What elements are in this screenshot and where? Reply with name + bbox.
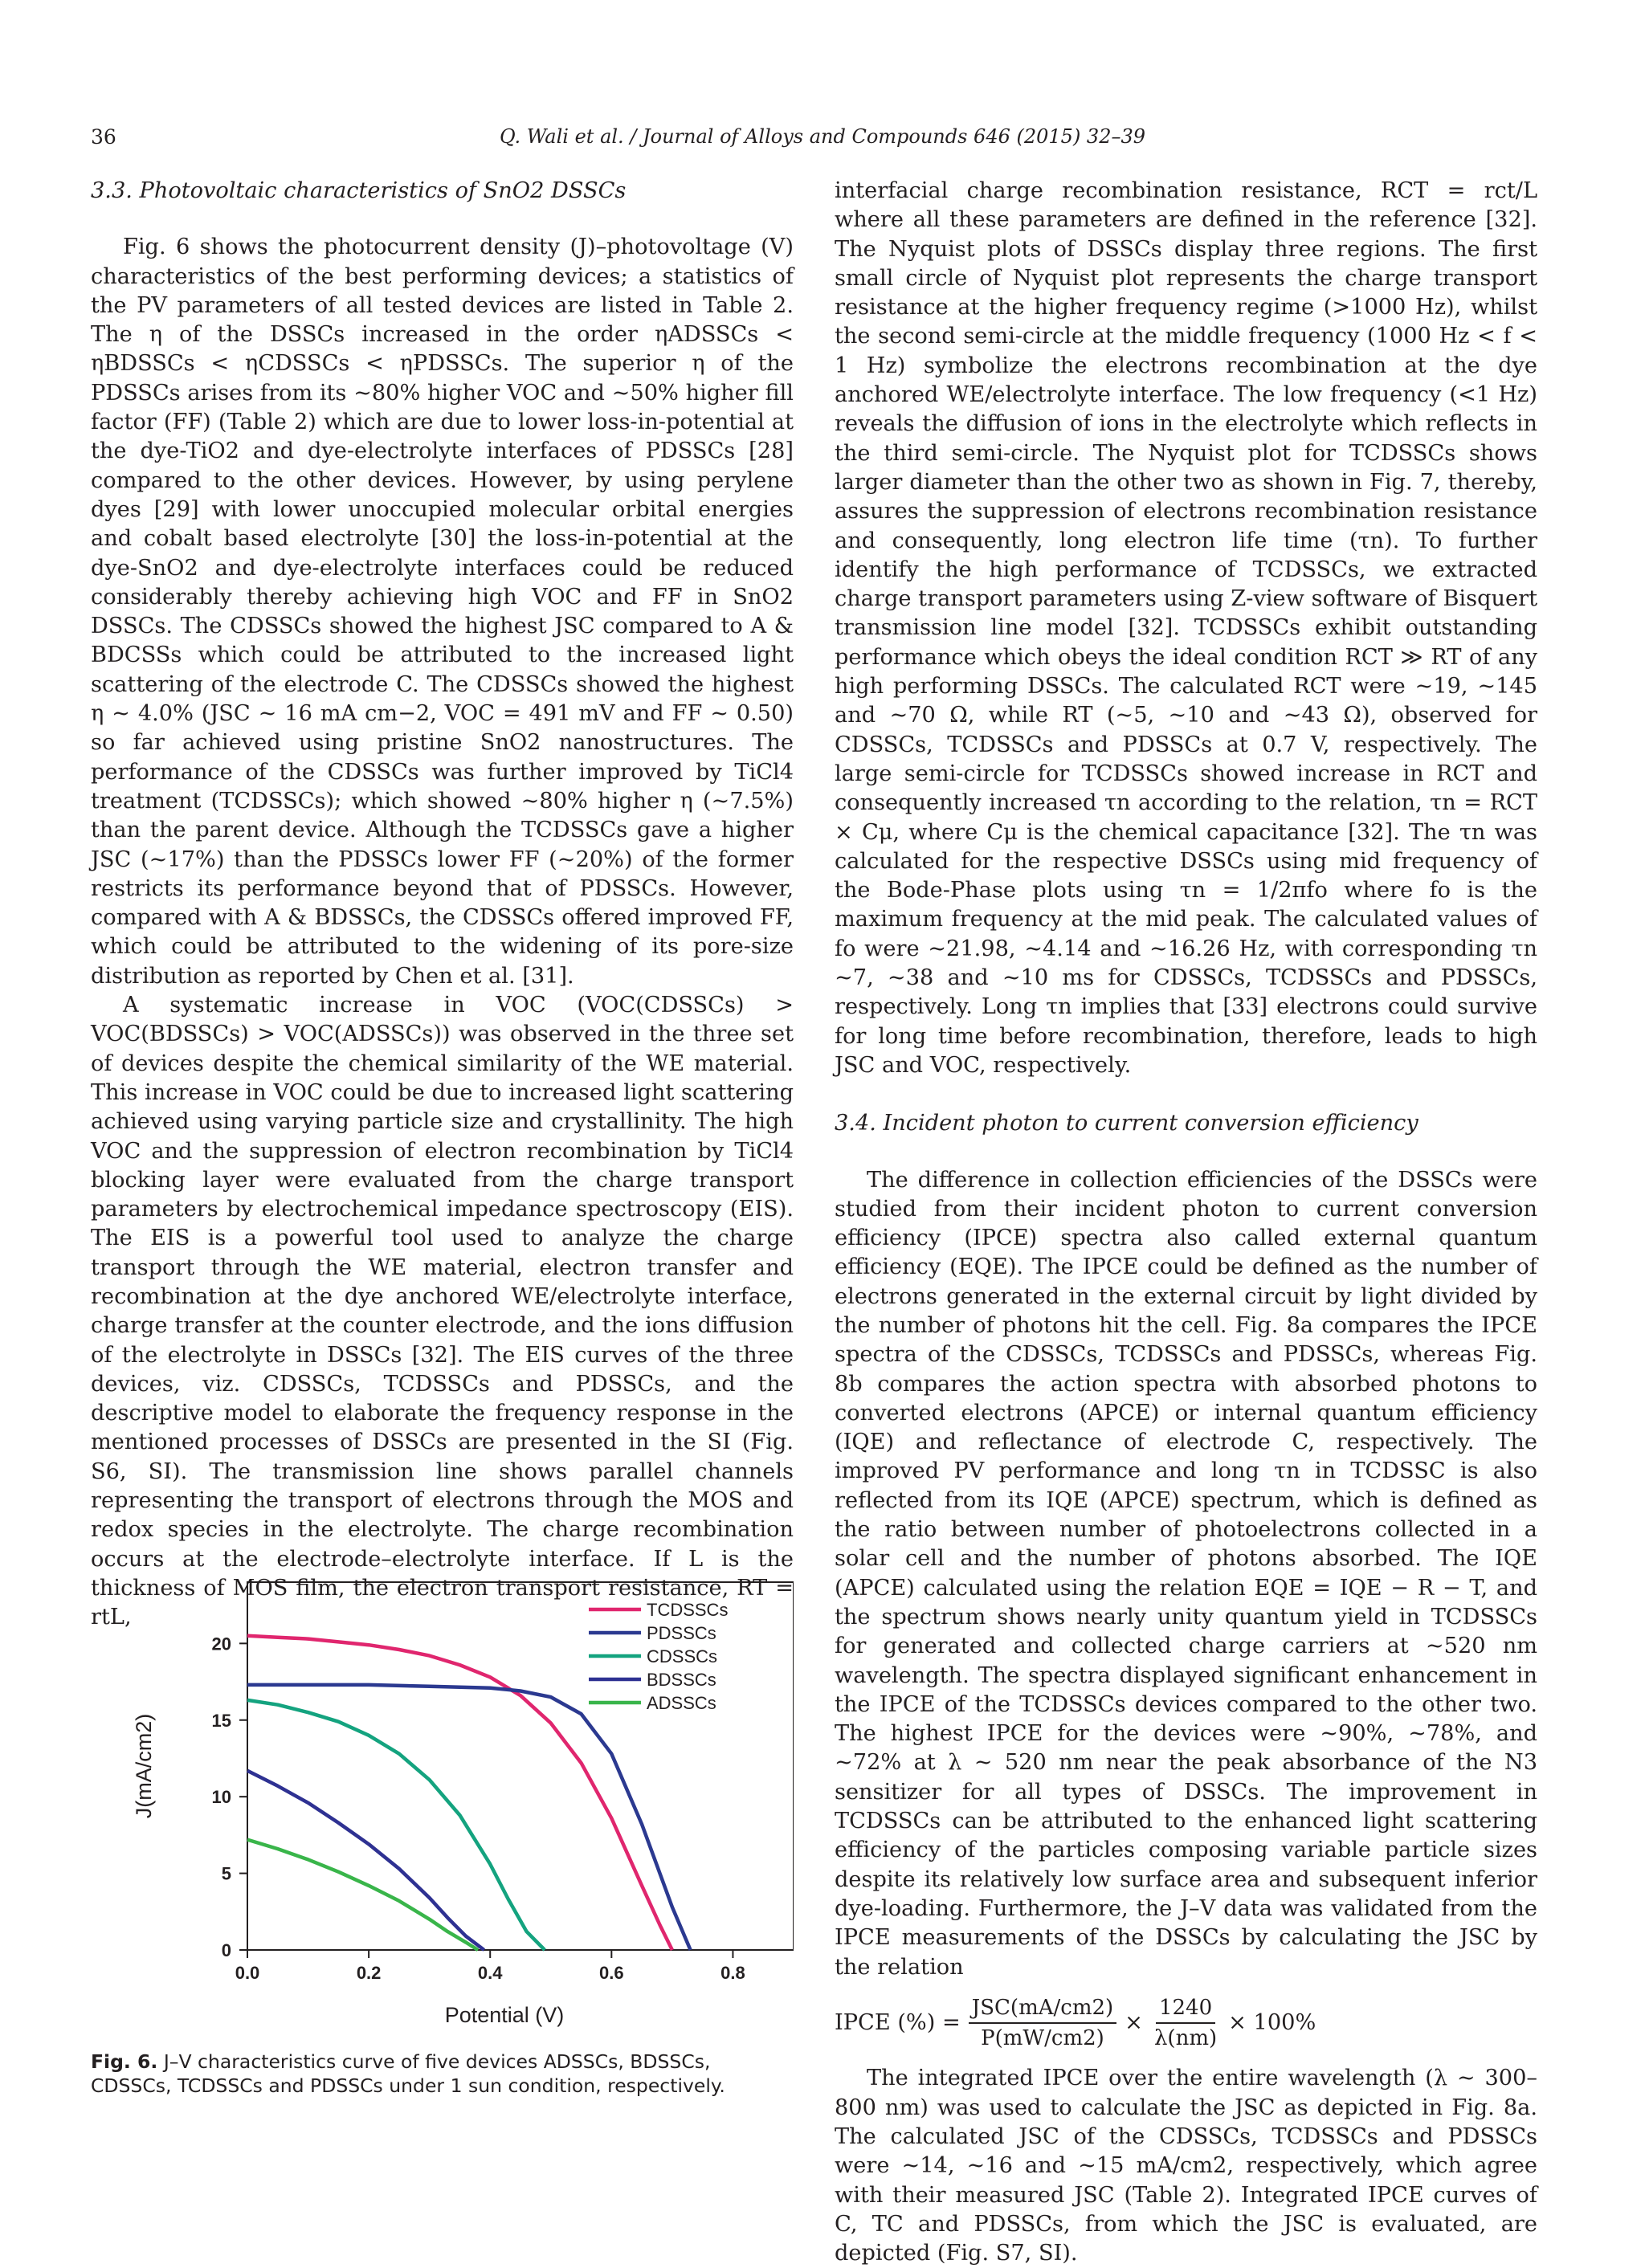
paragraph: A systematic increase in VOC (VOC(CDSSCs) > VOC(BDSSCs) > VOC(ADSSCs)) was observed in the three set of devices despite the chemical similarity of the WE material. This increase in VOC could be due to increased light scattering achieved using varying particle size and crystallinity. The high VOC and the suppression of electron recombination by TiCl4 blocking layer were evaluated from the charge transport parameters by electrochemical impedance spectroscopy (EIS). The EIS is a powerful tool used to analyze the charge transport through the WE material, electron transfer and recombination at the dye anchored WE/electrolyte interface, charge transfer at the counter electrode, and the ions diffusion of the electrolyte in DSSCs [32]. The EIS curves of the three devices, viz. CDSSCs, TCDSSCs and PDSSCs, and the descriptive model to elaborate the frequency response in the mentioned processes of DSSCs are presented in the SI (Fig. S6, SI). The transmission line shows parallel channels representing the transport of electrons through the MOS and redox species in the electrolyte. The charge recombination occurs at the electrode–electrolyte interface. If L is the thickness of MOS film, the electron transport resistance, RT = rtL, [91, 993, 794, 1630]
legend-label-BDSSCs: BDSSCs [647, 1670, 716, 1690]
x-tick-label: 0.4 [477, 1963, 503, 1983]
eq-lhs: IPCE (%) = [835, 2009, 961, 2035]
eq-frac2-numerator: 1240 [1156, 1993, 1215, 2024]
caption-label: Fig. 6. [91, 2050, 158, 2073]
series-line-PDSSCs [247, 1685, 691, 1950]
left-column [91, 177, 794, 1633]
paragraph: interfacial charge recombination resistance, RCT = rct/L where all these parameters are defined in the reference [32]. The Nyquist plots of DSSCs display three regions. The first small circle of Nyquist plot represents the charge transport resistance at the higher frequency regime (>1000 Hz), whilst the second semi-circle at the middle frequency (1000 Hz < f < 1 Hz) symbolize the electrons recombination at the dye anchored WE/electrolyte interface. The low frequency (<1 Hz) reveals the diffusion of ions in the electrolyte which reflects in the third semi-circle. The Nyquist plot for TCDSSCs shows larger diameter than the other two as shown in Fig. 7, thereby, assures the suppression of electrons recombination resistance and consequently, long electron life time (τn). To further identify the high performance of TCDSSCs, we extracted charge transport parameters using Z-view software of Bisquert transmission line model [32]. TCDSSCs exhibit outstanding performance which obeys the ideal condition RCT ≫ RT of any high performing DSSCs. The calculated RCT were ~19, ~145 and ~70 Ω, while RT (~5, ~10 and ~43 Ω), observed for CDSSCs, TCDSSCs and PDSSCs at 0.7 V, respectively. The large semi-circle for TCDSSCs showed increase in RCT and consequently increased τn according to the relation, τn = RCT × Cμ, where Cμ is the chemical capacitance [32]. The τn was calculated for the respective DSSCs using mid frequency of the Bode-Phase plots using τn = 1/2πfo where fo is the maximum frequency at the mid peak. The calculated values of fo were ~21.98, ~4.14 and ~16.26 Hz, with corresponding τn ~7, ~38 and ~10 ms for CDSSCs, TCDSSCs and PDSSCs, respectively. Long τn implies that [33] electrons could survive for long time before recombination, therefore, leads to high JSC and VOC, respectively. [835, 178, 1537, 1078]
y-tick-label: 10 [211, 1787, 231, 1808]
running-title: Q. Wali et al. / Journal of Alloys and Compounds 646 (2015) 32–39 [499, 125, 1146, 148]
y-tick-label: 20 [211, 1634, 231, 1654]
figure-caption [91, 2050, 794, 2098]
ipce-equation [835, 1993, 1537, 2054]
eq-frac1-denominator: P(mW/cm2) [981, 2026, 1104, 2051]
legend-label-TCDSSCs: TCDSSCs [647, 1600, 729, 1620]
jv-chart [91, 1566, 794, 2072]
caption-text: J–V characteristics curve of five devices ADSSCs, BDSSCs, CDSSCs, TCDSSCs and PDSSCs under 1 sun condition, respectively. [91, 2050, 725, 2097]
y-tick-label: 15 [211, 1710, 231, 1731]
series-line-TCDSSCs [247, 1636, 672, 1950]
section-title-3-3: 3.3. Photovoltaic characteristics of SnO2 DSSCs [91, 178, 627, 203]
x-tick-label: 0.8 [720, 1963, 745, 1983]
paragraph: The difference in collection efficiencies of the DSSCs were studied from their incident photon to current conversion efficiency (IPCE) spectra also called external quantum efficiency (EQE). The IPCE could be defined as the number of electrons generated in the external circuit by light divided by the number of photons hit the cell. Fig. 8a compares the IPCE spectra of the CDSSCs, TCDSSCs and PDSSCs, whereas Fig. 8b compares the action spectra with absorbed photons to converted electrons (APCE) or internal quantum efficiency (IQE) and reflectance of electrode C, respectively. The improved PV performance and long τn in TCDSSC is also reflected from its IQE (APCE) spectrum, which is defined as the ratio between number of photoelectrons collected in a solar cell and the number of photons absorbed. The IQE (APCE) calculated using the relation EQE = IQE − R − T, and the spectrum shows nearly unity quantum yield in TCDSSCs for generated and collected charge carriers at ~520 nm wavelength. The spectra displayed significant enhancement in the IPCE of the TCDSSCs devices compared to the other two. The highest IPCE for the devices were ~90%, ~78%, and ~72% at λ ~ 520 nm near the peak absorbance of the N3 sensitizer for all types of DSSCs. The improvement in TCDSSCs can be attributed to the enhanced light scattering efficiency of the particles composing variable particle sizes despite its relatively low surface area and subsequent inferior dye-loading. Furthermore, the J–V data was validated from the IPCE measurements of the DSSCs by calculating the JSC by the relation [835, 1167, 1537, 1980]
section-title-3-4: 3.4. Incident photon to current conversion efficiency [835, 1111, 1418, 1136]
series-line-ADSSCs [247, 1840, 478, 1950]
eq-fraction-2 [1151, 1993, 1220, 2054]
page-number: 36 [91, 125, 116, 149]
x-tick-label: 0.6 [599, 1963, 624, 1983]
legend-label-PDSSCs: PDSSCs [647, 1623, 716, 1643]
x-tick-label: 0.2 [356, 1963, 382, 1983]
page-header [0, 125, 1645, 154]
legend-label-CDSSCs: CDSSCs [647, 1646, 718, 1666]
eq-times: × [1125, 2009, 1143, 2035]
eq-frac2-denominator: λ(nm) [1153, 2026, 1218, 2051]
right-column [835, 177, 1537, 2268]
series-line-BDSSCs [247, 1771, 484, 1950]
legend-label-ADSSCs: ADSSCs [647, 1693, 716, 1713]
paragraph: Fig. 6 shows the photocurrent density (J)–photovoltage (V) characteristics of the best performing devices; a statistics of the PV parameters of all tested devices are listed in Table 2. The η of the DSSCs increased in the order ηADSSCs < ηBDSSCs < ηCDSSCs < ηPDSSCs. The superior η of the PDSSCs arises from its ~80% higher VOC and ~50% higher fill factor (FF) (Table 2) which are due to lower loss-in-potential at the dye-TiO2 and dye-electrolyte interfaces of PDSSCs [28] compared to the other devices. However, by using perylene dyes [29] with lower unoccupied molecular orbital energies and cobalt based electrolyte [30] the loss-in-potential at the dye-SnO2 and dye-electrolyte interfaces could be reduced considerably thereby achieving high VOC and FF in SnO2 DSSCs. The CDSSCs showed the highest JSC compared to A & BDCSSs which could be attributed to the increased light scattering of the electrode C. The CDSSCs showed the highest η ~ 4.0% (JSC ~ 16 mA cm−2, VOC = 491 mV and FF ~ 0.50) so far achieved using pristine SnO2 nanostructures. The performance of the CDSSCs was further improved by TiCl4 treatment (TCDSSCs); which showed ~80% higher η (~7.5%) than the parent device. Although the TCDSSCs gave a higher JSC (~17%) than the PDSSCs lower FF (~20%) of the former restricts its performance beyond that of PDSSCs. However, compared with A & BDSSCs, the CDSSCs offered improved FF, which could be attributed to the widening of its pore-size distribution as reported by Chen et al. [31]. [91, 235, 794, 989]
y-axis-label: J(mA/cm2) [132, 1713, 156, 1819]
eq-tail: × 100% [1228, 2009, 1316, 2035]
x-tick-label: 0.0 [235, 1963, 260, 1983]
y-tick-label: 5 [221, 1863, 231, 1884]
paragraph: The integrated IPCE over the entire wavelength (λ ~ 300–800 nm) was used to calculate the JSC as depicted in Fig. 8a. The calculated JSC of the CDSSCs, TCDSSCs and PDSSCs were ~14, ~16 and ~15 mA/cm2, respectively, which agree with their measured JSC (Table 2). Integrated IPCE curves of C, TC and PDSSCs, from which the JSC is evaluated, are depicted (Fig. S7, SI). [835, 2066, 1537, 2266]
eq-frac1-numerator: JSC(mA/cm2) [969, 1993, 1116, 2024]
eq-fraction-1 [969, 1993, 1116, 2054]
series-line-CDSSCs [247, 1700, 545, 1950]
y-tick-label: 0 [221, 1940, 231, 1960]
x-axis-label: Potential (V) [444, 2003, 565, 2027]
